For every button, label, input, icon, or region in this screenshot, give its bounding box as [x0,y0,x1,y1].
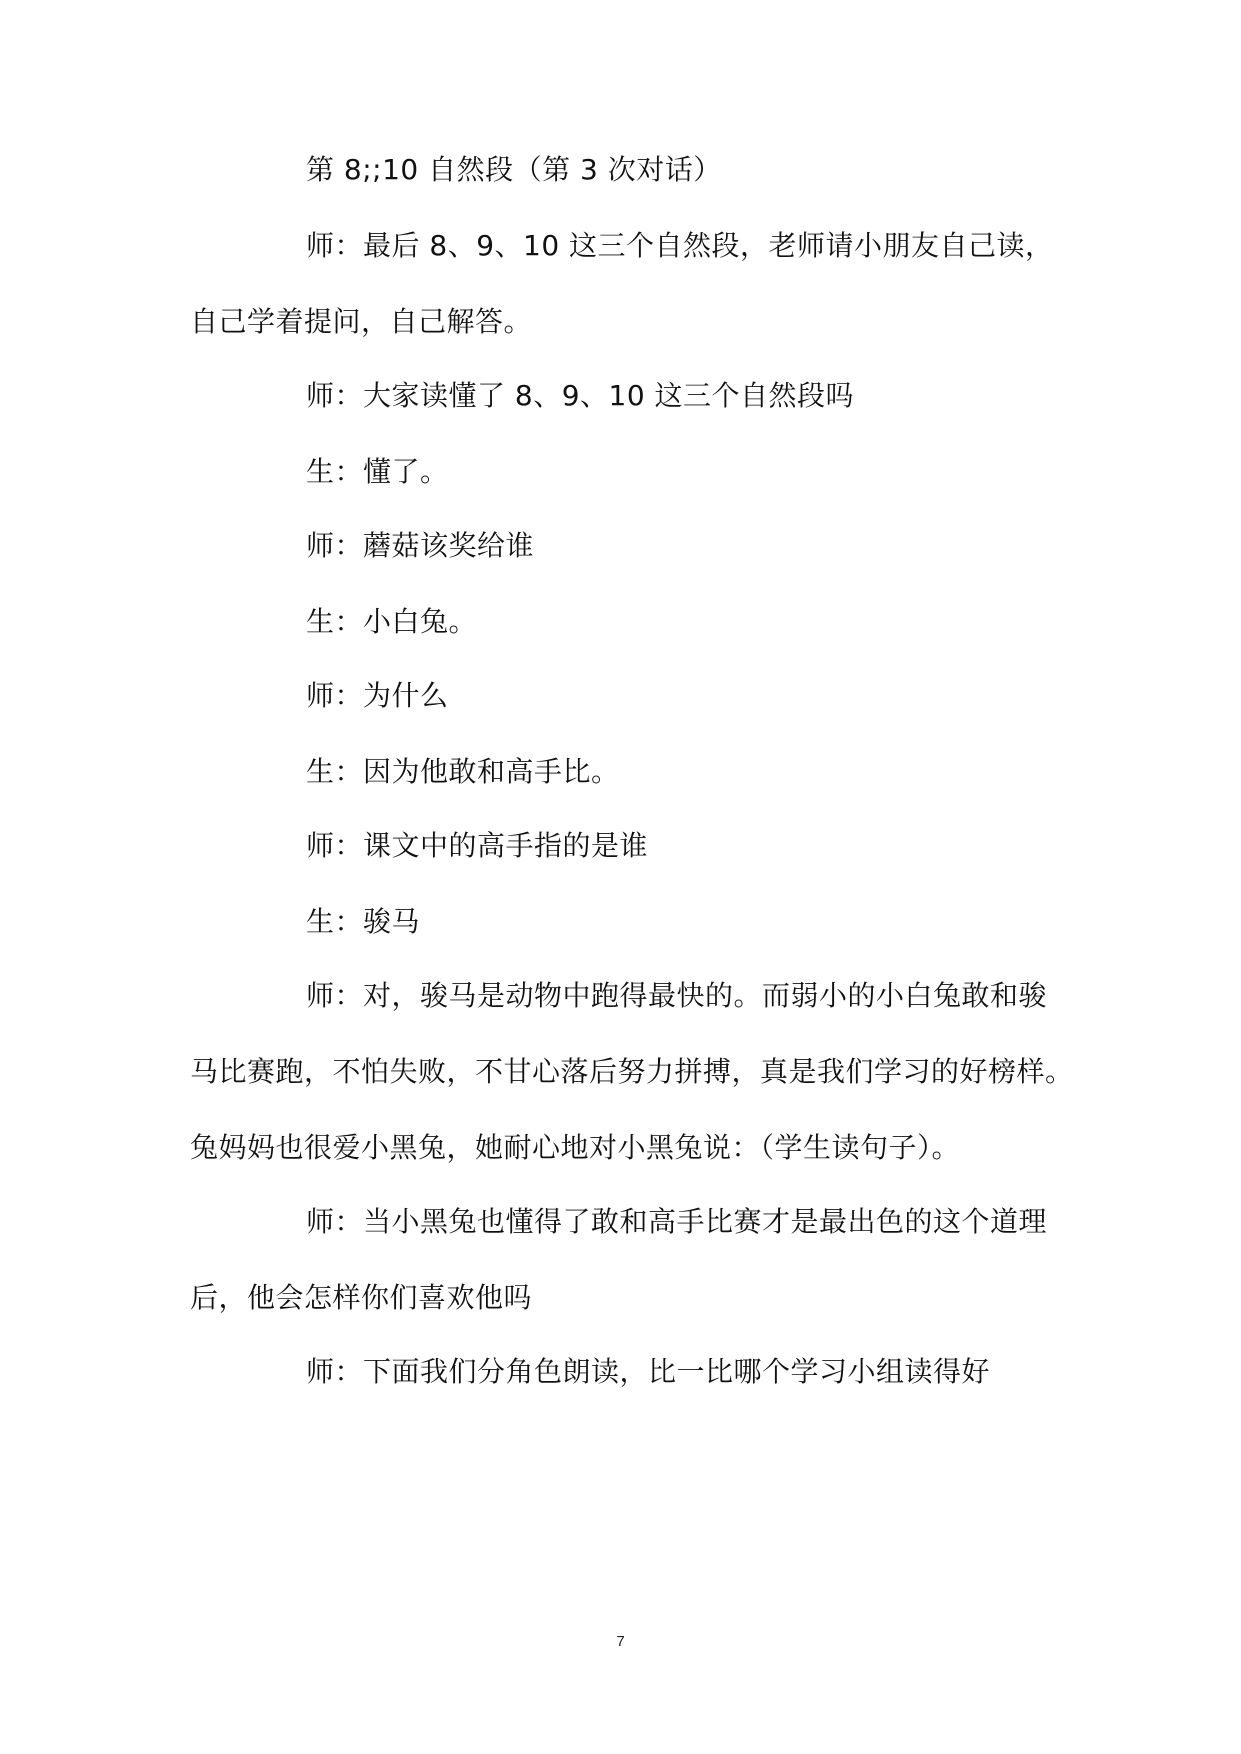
dialogue-line: 师：蘑菇该奖给谁 [306,529,535,562]
dialogue-line: 师：对，骏马是动物中跑得最快的。而弱小的小白兔敢和骏 [306,979,1048,1012]
dialogue-line: 生：因为他敢和高手比。 [306,755,620,788]
dialogue-line: 师：当小黑兔也懂得了敢和高手比赛才是最出色的这个道理 [306,1205,1048,1238]
dialogue-line: 师：为什么 [306,679,449,712]
dialogue-line: 师：课文中的高手指的是谁 [306,829,649,862]
dialogue-line: 师：最后 8、9、10 这三个自然段，老师请小朋友自己读， [306,229,1054,262]
dialogue-line-continuation: 兔妈妈也很爱小黑兔，她耐心地对小黑兔说：（学生读句子）。 [190,1131,961,1164]
dialogue-line: 生：懂了。 [306,455,449,488]
dialogue-line: 生：骏马 [306,905,421,938]
page-number: 7 [616,1633,625,1650]
dialogue-line: 师：下面我们分角色朗读，比一比哪个学习小组读得好 [306,1355,991,1388]
dialogue-line: 生：小白兔。 [306,605,478,638]
dialogue-line-continuation: 马比赛跑，不怕失败，不甘心落后努力拼搏，真是我们学习的好榜样。 [190,1055,1074,1088]
dialogue-line-continuation: 自己学着提问，自己解答。 [190,305,533,338]
section-heading: 第 8;;10 自然段（第 3 次对话） [306,153,722,186]
dialogue-line-continuation: 后，他会怎样你们喜欢他吗 [190,1281,533,1314]
dialogue-line: 师：大家读懂了 8、9、10 这三个自然段吗 [306,379,855,412]
